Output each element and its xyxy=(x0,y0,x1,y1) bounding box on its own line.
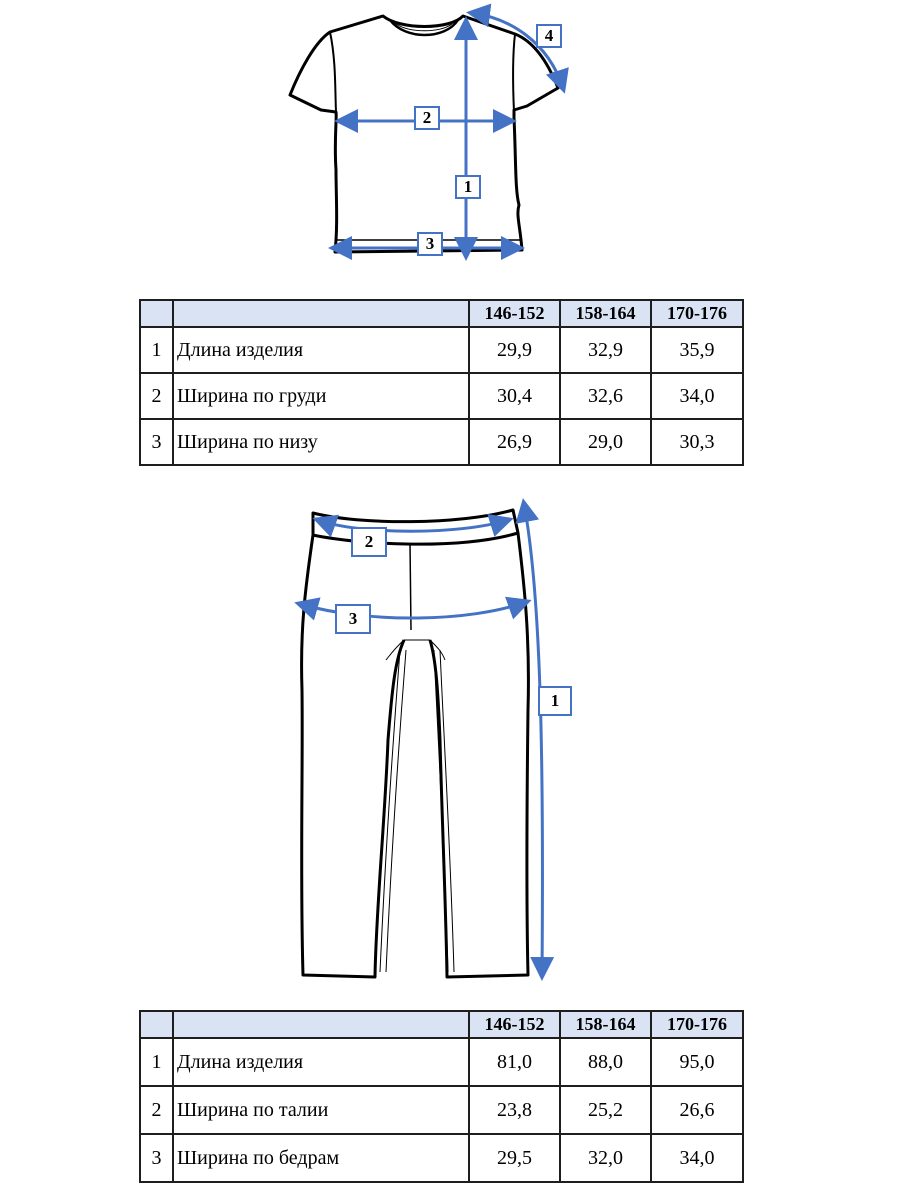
pants-diagram xyxy=(0,490,900,995)
header-cell-size: 158-164 xyxy=(560,300,651,327)
measurement-value: 34,0 xyxy=(651,1134,743,1182)
measurement-value: 32,6 xyxy=(560,373,651,419)
header-cell-num xyxy=(140,300,173,327)
table-header-row xyxy=(140,300,743,327)
table-row xyxy=(140,1086,743,1134)
measurement-value: 29,0 xyxy=(560,419,651,465)
header-cell-size: 146-152 xyxy=(469,1011,560,1038)
measurement-value: 34,0 xyxy=(651,373,743,419)
tshirt-callout-2: 2 xyxy=(414,106,440,130)
measurement-value: 32,9 xyxy=(560,327,651,373)
measurement-value: 32,0 xyxy=(560,1134,651,1182)
table-row xyxy=(140,327,743,373)
pants-hip-line xyxy=(300,602,526,618)
pants-callout-3: 3 xyxy=(335,604,371,634)
table-row xyxy=(140,1134,743,1182)
table-row xyxy=(140,373,743,419)
row-number: 3 xyxy=(140,1134,173,1182)
pants-size-table xyxy=(139,1010,744,1183)
measurement-value: 23,8 xyxy=(469,1086,560,1134)
measurement-name: Ширина по груди xyxy=(173,373,469,419)
measurement-name: Длина изделия xyxy=(173,327,469,373)
measurement-value: 81,0 xyxy=(469,1038,560,1086)
row-number: 1 xyxy=(140,327,173,373)
measurement-value: 30,4 xyxy=(469,373,560,419)
table-row xyxy=(140,1038,743,1086)
pants-callout-1: 1 xyxy=(538,686,572,716)
table-header-row xyxy=(140,1011,743,1038)
pants-drawing xyxy=(0,490,900,995)
tshirt-outline xyxy=(290,16,558,252)
measurement-value: 26,6 xyxy=(651,1086,743,1134)
table-row xyxy=(140,419,743,465)
header-cell-size: 146-152 xyxy=(469,300,560,327)
measurement-value: 26,9 xyxy=(469,419,560,465)
measurement-value: 29,9 xyxy=(469,327,560,373)
tshirt-diagram xyxy=(0,0,900,275)
measurement-name: Ширина по бедрам xyxy=(173,1134,469,1182)
tshirt-drawing xyxy=(0,0,900,275)
pants-callout-2: 2 xyxy=(351,527,387,557)
measurement-value: 30,3 xyxy=(651,419,743,465)
measurement-value: 88,0 xyxy=(560,1038,651,1086)
header-cell-name xyxy=(173,1011,469,1038)
tshirt-callout-4: 4 xyxy=(536,24,562,48)
measurement-value: 29,5 xyxy=(469,1134,560,1182)
measurement-value: 35,9 xyxy=(651,327,743,373)
tshirt-size-table xyxy=(139,299,744,466)
row-number: 2 xyxy=(140,373,173,419)
row-number: 1 xyxy=(140,1038,173,1086)
header-cell-size: 170-176 xyxy=(651,1011,743,1038)
measurement-value: 95,0 xyxy=(651,1038,743,1086)
header-cell-name xyxy=(173,300,469,327)
row-number: 2 xyxy=(140,1086,173,1134)
header-cell-num xyxy=(140,1011,173,1038)
measurement-value: 25,2 xyxy=(560,1086,651,1134)
tshirt-callout-3: 3 xyxy=(417,232,443,256)
header-cell-size: 158-164 xyxy=(560,1011,651,1038)
measurement-name: Ширина по талии xyxy=(173,1086,469,1134)
tshirt-callout-1: 1 xyxy=(455,175,481,199)
header-cell-size: 170-176 xyxy=(651,300,743,327)
measurement-name: Длина изделия xyxy=(173,1038,469,1086)
row-number: 3 xyxy=(140,419,173,465)
measurement-name: Ширина по низу xyxy=(173,419,469,465)
